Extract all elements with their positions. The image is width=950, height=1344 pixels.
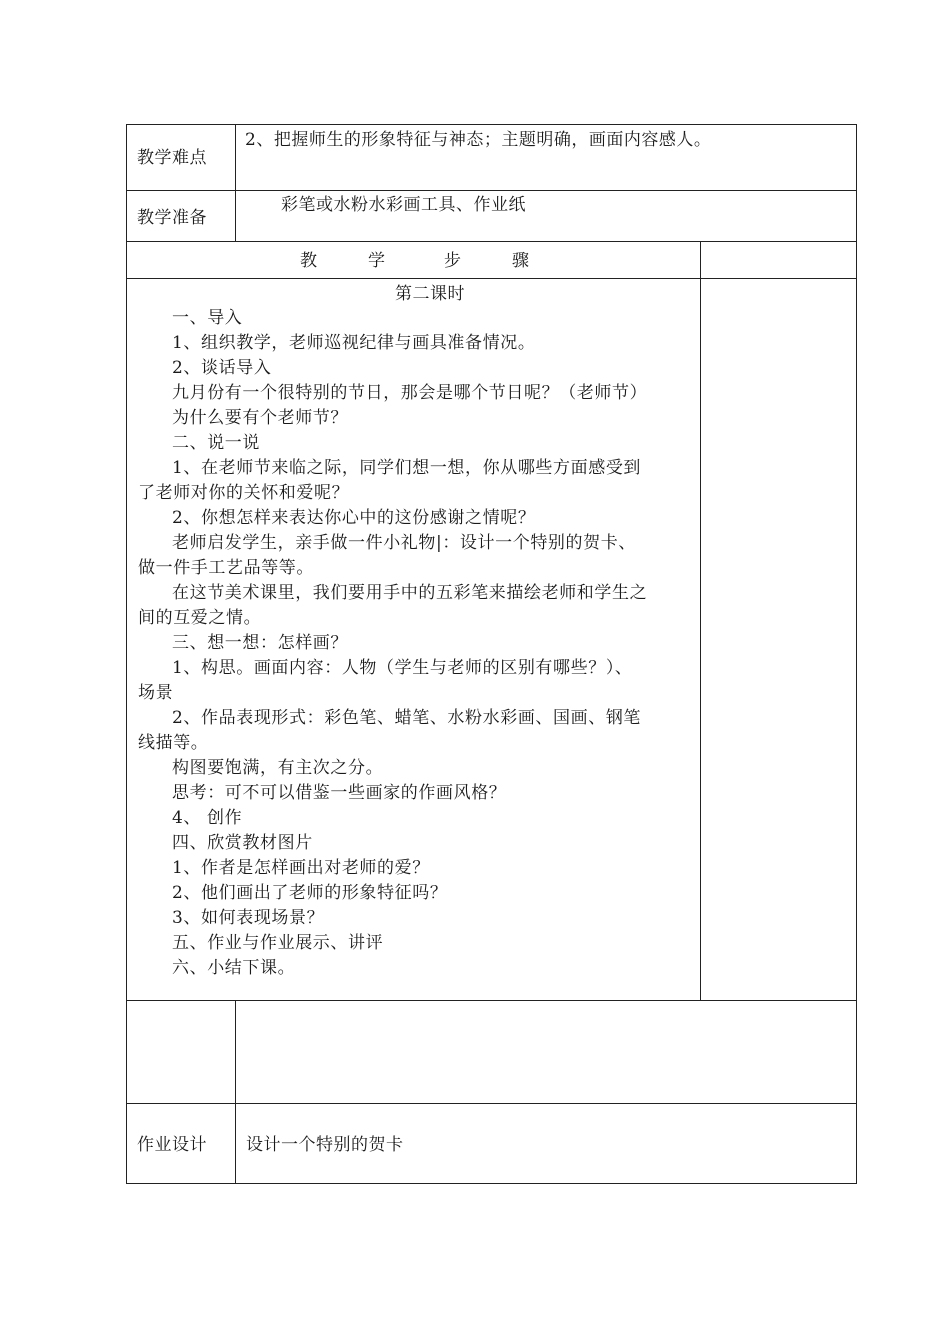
homework-content: 设计一个特别的贺卡 bbox=[246, 1135, 404, 1155]
lesson-line: 1、在老师节来临之际，同学们想一想，你从哪些方面感受到 bbox=[172, 458, 642, 478]
lesson-line: 九月份有一个很特别的节日，那会是哪个节日呢？（老师节） bbox=[172, 383, 648, 403]
lesson-line: 六、小结下课。 bbox=[172, 958, 296, 978]
label-column-divider-bottom bbox=[235, 1000, 236, 1183]
row-divider-steps-heading bbox=[126, 278, 857, 279]
preparation-label: 教学准备 bbox=[137, 208, 207, 228]
difficulty-content: 2、把握师生的形象特征与神态；主题明确，画面内容感人。 bbox=[245, 130, 712, 150]
lesson-line: 2、谈话导入 bbox=[172, 358, 272, 378]
lesson-line: 2、他们画出了老师的形象特征吗？ bbox=[172, 883, 448, 903]
homework-label: 作业设计 bbox=[137, 1135, 207, 1155]
lesson-line: 为什么要有个老师节？ bbox=[172, 408, 348, 428]
lesson-line: 1、组织教学，老师巡视纪律与画具准备情况。 bbox=[172, 333, 536, 353]
preparation-content: 彩笔或水粉水彩画工具、作业纸 bbox=[281, 195, 526, 215]
lesson-line: 二、说一说 bbox=[172, 433, 260, 453]
lesson-line: 3、如何表现场景？ bbox=[172, 908, 325, 928]
lesson-line: 场景 bbox=[138, 683, 174, 703]
steps-heading-char-3: 步 bbox=[444, 251, 461, 271]
lesson-line: 五、作业与作业展示、讲评 bbox=[172, 933, 384, 953]
lesson-line: 构图要饱满，有主次之分。 bbox=[172, 758, 384, 778]
lesson-line: 做一件手工艺品等等。 bbox=[138, 558, 314, 578]
row-divider-preparation bbox=[126, 241, 857, 242]
lesson-line: 四、欣赏教材图片 bbox=[172, 833, 313, 853]
lesson-line: 了老师对你的关怀和爱呢？ bbox=[138, 483, 350, 503]
steps-heading-char-1: 教 bbox=[300, 251, 317, 271]
lesson-line: 1、构思。画面内容：人物（学生与老师的区别有哪些？）、 bbox=[172, 658, 633, 678]
notes-column-divider bbox=[700, 241, 701, 1000]
lesson-line: 2、作品表现形式：彩色笔、蜡笔、水粉水彩画、国画、钢笔 bbox=[172, 708, 642, 728]
lesson-title: 第二课时 bbox=[395, 284, 465, 304]
label-column-divider-top bbox=[235, 124, 236, 241]
lesson-line: 在这节美术课里，我们要用手中的五彩笔来描绘老师和学生之 bbox=[172, 583, 648, 603]
table-border-right bbox=[856, 124, 857, 1184]
table-border-bottom bbox=[126, 1183, 857, 1184]
table-border-left bbox=[126, 124, 127, 1184]
steps-heading-char-4: 骤 bbox=[512, 251, 529, 271]
lesson-line: 老师启发学生，亲手做一件小礼物|：设计一个特别的贺卡、 bbox=[172, 533, 636, 553]
lesson-line: 一、导入 bbox=[172, 308, 243, 328]
lesson-line: 2、你想怎样来表达你心中的这份感谢之情呢？ bbox=[172, 508, 536, 528]
lesson-line: 思考：可不可以借鉴一些画家的作画风格？ bbox=[172, 783, 507, 803]
steps-heading-char-2: 学 bbox=[368, 251, 385, 271]
lesson-line: 4、 创作 bbox=[172, 808, 243, 828]
lesson-line: 间的互爱之情。 bbox=[138, 608, 262, 628]
lesson-line: 线描等。 bbox=[138, 733, 209, 753]
lesson-line: 1、作者是怎样画出对老师的爱？ bbox=[172, 858, 430, 878]
lesson-line: 三、想一想：怎样画？ bbox=[172, 633, 348, 653]
difficulty-label: 教学难点 bbox=[137, 148, 207, 168]
